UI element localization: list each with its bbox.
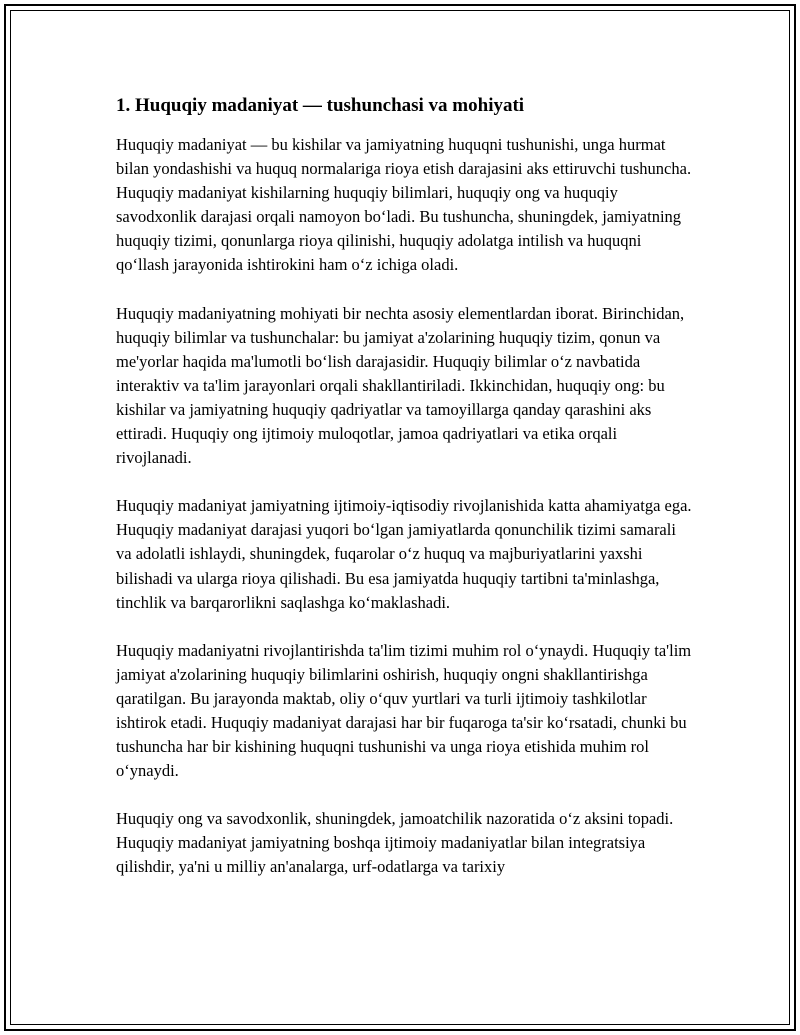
document-page bbox=[4, 4, 796, 1031]
paragraph-2: Huquqiy madaniyatning mohiyati bir nechta asosiy elementlardan iborat. Birinchidan, huquqiy bilimlar va tushunchalar: bu jamiyat a'zolarining huquqiy tizim, qonun va me'yorlar haqida ma'lumotli boʻlish darajasidir. Huquqiy bilimlar oʻz navbatida interaktiv va ta'lim jarayonlari orqali shakllantiriladi. Ikkinchidan, huquqiy ong: bu kishilar va jamiyatning huquqiy qadriyatlar va tamoyillarga qanday qarashini aks ettiradi. Huquqiy ong ijtimoiy muloqotlar, jamoa qadriyatlari va etika orqali rivojlanadi. bbox=[116, 303, 685, 468]
section-heading: 1. Huquqiy madaniyat — tushunchasi va mohiyati bbox=[116, 95, 525, 116]
document-body bbox=[116, 94, 692, 880]
paragraph-4: Huquqiy madaniyatni rivojlantirishda ta'lim tizimi muhim rol oʻynaydi. Huquqiy ta'lim jamiyat a'zolarining huquqiy bilimlarini oshirish, huquqiy ongni shakllantirishga qaratilgan. Bu jarayonda maktab, oliy oʻquv yurtlari va turli ijtimoiy tashkilotlar ishtirok etadi. Huquqiy madaniyat darajasi har bir fuqaroga ta'sir koʻrsatadi, chunki bu tushuncha har bir kishining huquqni tushunishi va unga rioya etishida muhim rol oʻynaydi. bbox=[116, 640, 692, 781]
paragraph-3: Huquqiy madaniyat jamiyatning ijtimoiy-iqtisodiy rivojlanishida katta ahamiyatga ega. Huquqiy madaniyat darajasi yuqori boʻlgan jamiyatlarda qonunchilik tizimi samarali va adolatli ishlaydi, shuningdek, fuqarolar oʻz huquq va majburiyatlarini yaxshi bilishadi va ularga rioya qilishadi. Bu esa jamiyatda huquqiy tartibni ta'minlashga, tinchlik va barqarorlikni saqlashga koʻmaklashadi. bbox=[116, 496, 692, 612]
paragraph-5: Huquqiy ong va savodxonlik, shuningdek, jamoatchilik nazoratida oʻz aksini topadi. Huquqiy madaniyat jamiyatning boshqa ijtimoiy madaniyatlar bilan integratsiya qilishdir, ya'ni u milliy an'analarga, urf-odatlarga va tarixiy bbox=[116, 809, 674, 877]
paragraph-1: Huquqiy madaniyat — bu kishilar va jamiyatning huquqni tushunishi, unga hurmat bilan yondashishi va huquq normalariga rioya etish darajasini aks ettiruvchi tushuncha. Huquqiy madaniyat kishilarning huquqiy bilimlari, huquqiy ong va huquqiy savodxonlik darajasi orqali namoyon boʻladi. Bu tushuncha, shuningdek, jamiyatning huquqiy tizimi, qonunlarga rioya qilinishi, huquqiy adolatga intilish va huquqni qoʻllash jarayonida ishtirokini ham oʻz ichiga oladi. bbox=[116, 135, 692, 275]
